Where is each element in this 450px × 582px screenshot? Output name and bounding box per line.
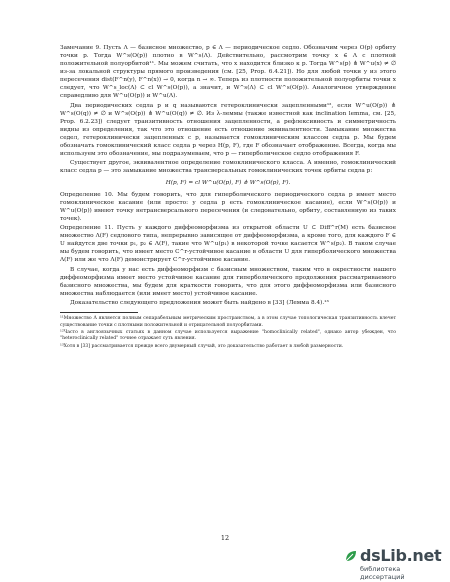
watermark-tagline: библиотека диссертаций — [360, 565, 405, 581]
footnote-11: ¹¹Множество Λ является полным сепарабельным метрическим пространством, а в этом случае топологическая транзитивность влечет существование точки с плотными положительной и отрицательной полуорбитами. — [60, 316, 396, 328]
footnote-13: ¹³Хотя в [33] рассматривается прежде всего двумерный случай, это доказательство работает в любой размерности. — [60, 343, 344, 349]
remark-9: Замечание 9. Пусть Λ — базисное множество, p ∈ Λ — периодическое седло. Обозначим через O(p) орбиту точки p. Тогда W^s(O(p)) плотно в W^s(Λ). Действительно, рассмотрим точку x ∈ Λ с плотной положительной полуорбитой¹¹. Мы можем считать, что x находится близко к p. Тогда W^s(p) ⋔ W^u(x) ≠ ∅ из-за локальной структуры прямого произведения (см. [25, Prop. 6.4.21]). Но для любой точки y из этого пересечения dist(F^n(y), F^n(x)) → 0, когда n → ∞. Теперь из плотности положительной полуорбиты точки x следует, что W^s_loc(Λ) ⊂ cl W^s(O(p)), а значит, и W^s(Λ) ⊂ cl W^s(O(p)). Аналогичное утверждение справедливо для W^u(O(p)) и W^u(Λ). — [60, 45, 396, 100]
page-body — [60, 44, 396, 351]
paragraph-stable-tangency: В случае, когда у нас есть диффеоморфизм с базисным множеством, таким что в окрестности нашего диффеоморфизма имеет место устойчивое касание для гиперболического продолжения рассматриваемого базисного множества, мы будем для краткости говорить, что для этого диффеоморфизма или базисного множества наблюдается (или имеет место) устойчивое касание. — [60, 266, 396, 297]
watermark-brand — [360, 546, 441, 565]
definition-11: Определение 11. Пусть у каждого диффеоморфизма из открытой области U ⊂ Diff^r(M) есть базисное множество Λ(F) седлового типа, непрерывно зависящее от диффеоморфизма, а кроме того, для каждого F ∈ U найдутся две точки p₁, p₂ ∈ Λ(F), такие что W^u(p₁) в некоторой точке касается W^s(p₂). В таком случае мы будем говорить, что имеет место C^r-устойчивое касание в области U для гиперболического множества Λ(F) или же что Λ(F) демонстрирует C^r-устойчивое касание. — [60, 225, 396, 264]
definition-10: Определение 10. Мы будем говорить, что для гиперболического периодического седла p имеет место гомоклиническое касание (или просто: у седла p есть гомоклиническое касание), если W^s(O(p)) и W^u(O(p)) имеют точку нетрансверсального пересечения (и следовательно, орбиту, составленную из таких точек). — [60, 191, 396, 222]
paragraph-heteroclinic-linking: Два периодических седла p и q называются гетероклинически зацепленными¹², если W^u(O(p)) ⋔ W^s(O(q)) ≠ ∅ и W^s(O(p)) ⋔ W^u(O(q)) ≠ ∅. Из λ-леммы (также известной как inclination lemma, см. [25, Prop. 6.2.23]) следует транзитивность отношения зацепленности, а рефлексивность и симметричность видны из определения, так что это отношение есть отношение эквивалентности. Замыкание множества седел, гетероклинически зацепленных с p, называется гомоклиническим классом седла p. Мы будем обозначать гомоклинический класс седла p через H(p, F), где F обозначает отображение. Всегда, когда мы используем это обозначение, мы подразумеваем, что p — гиперболическое седло отображения F. — [60, 102, 396, 157]
footnote-12: ¹²Часто в англоязычных статьях в данном случае используется выражение "homoclinically related", однако автор убежден, что "heteroclinically related" точнее отражает суть явления. — [60, 329, 396, 342]
paragraph-proof-reference: Доказательство следующего предложения может быть найдено в [33] (Лемма 8.4).¹³ — [70, 300, 329, 307]
watermark-logo[interactable] — [342, 542, 442, 581]
leaf-icon — [344, 549, 358, 563]
footnote-divider — [60, 312, 138, 313]
paragraph-homoclinic-class: Существует другое, эквивалентное определение гомоклинического класса. А именно, гомоклинический класс седла p — это замыкание множества трансверсальных гомоклинических точек орбиты седла p: — [60, 160, 396, 175]
watermark-brand-text: dsLib.net — [360, 546, 442, 565]
page-number: 12 — [220, 534, 230, 542]
equation-homoclinic-class: H(p, F) = cl W^u(O(p), F) ⋔ W^s(O(p), F). — [165, 179, 291, 186]
